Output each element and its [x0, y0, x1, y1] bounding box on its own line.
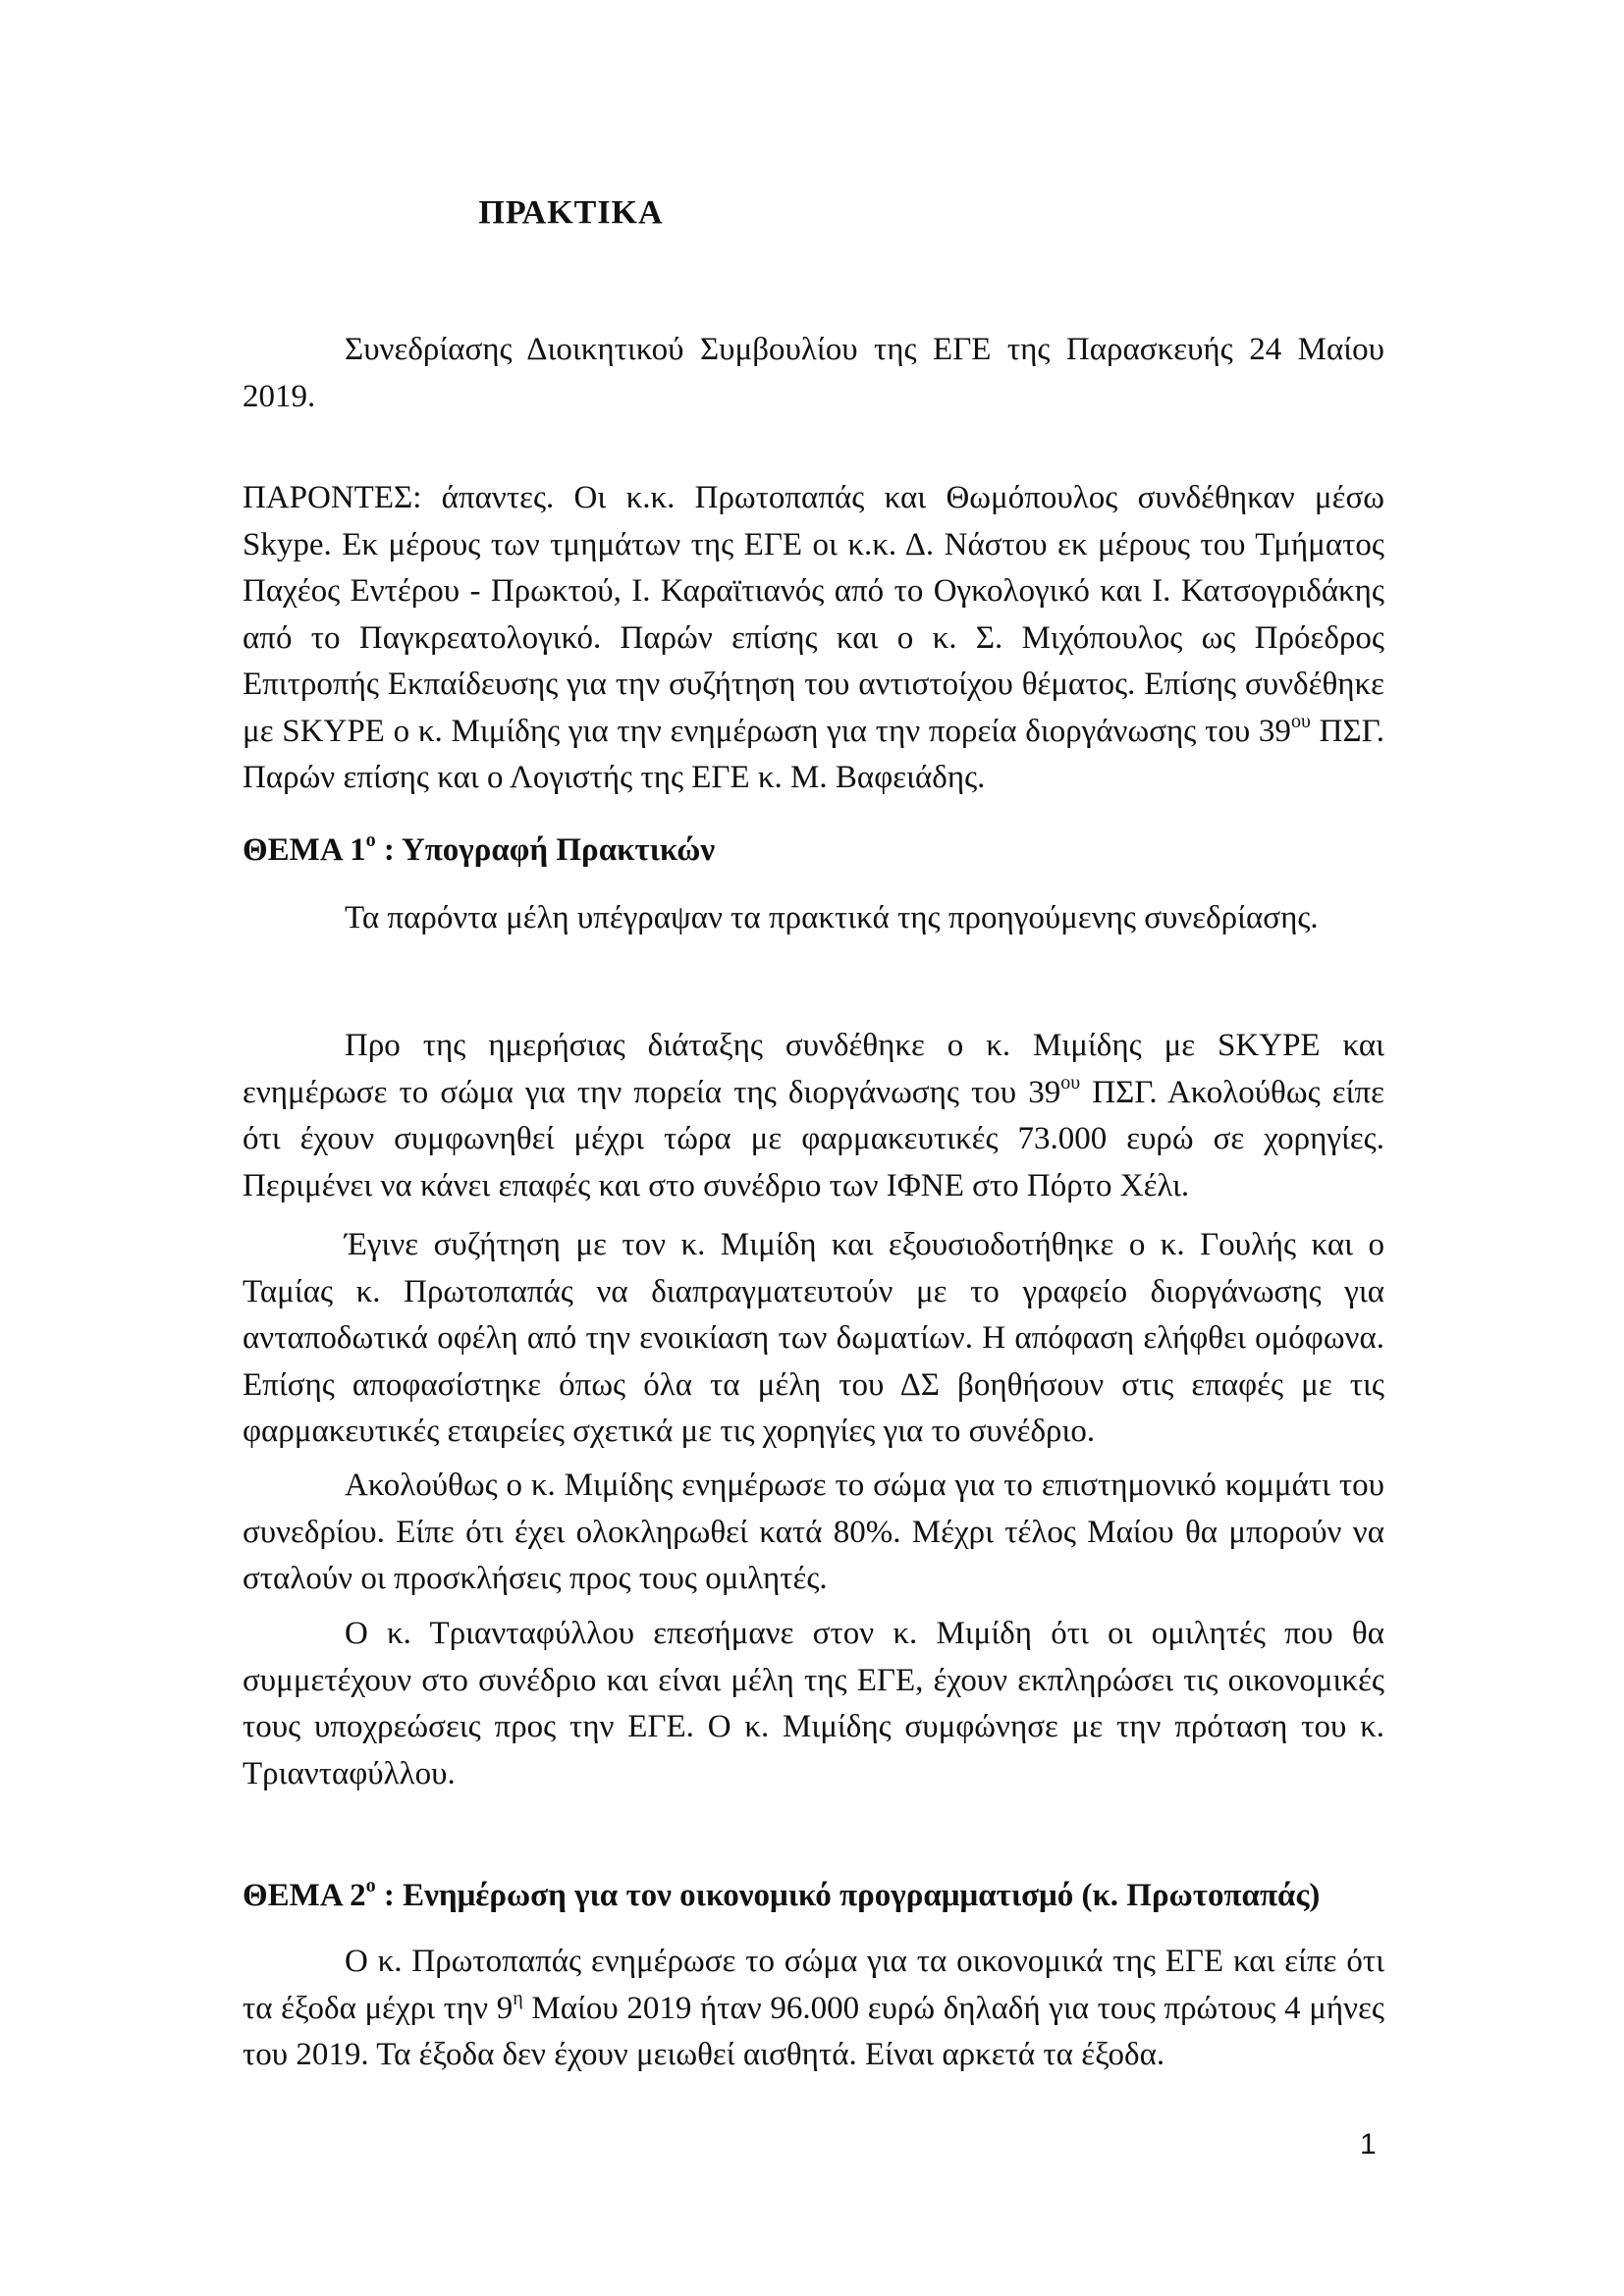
pre-agenda-paragraph-2: Έγινε συζήτηση με τον κ. Μιμίδη και εξουσιοδοτήθηκε ο κ. Γουλής και ο Ταμίας κ. Πρωτοπαπάς να διαπραγματευτούν με το γραφείο διοργάνωσης για ανταποδωτικά οφέλη από την ενοικίαση των δωματίων. Η απόφαση ελήφθει ομόφωνα. Επίσης αποφασίστηκε όπως όλα τα μέλη του ΔΣ βοηθήσουν στις επαφές με τις φαρμακευτικές εταιρείες σχετικά με τις χορηγίες για το συνέδριο.	[243, 1227, 1384, 1449]
pre-agenda-paragraph-4: Ο κ. Τριανταφύλλου επεσήμανε στον κ. Μιμίδη ότι οι ομιλητές που θα συμμετέχουν στο συνέδριο και είναι μέλη της ΕΓΕ, έχουν εκπληρώσει τις οικονομικές τους υποχρεώσεις προς την ΕΓΕ. Ο κ. Μιμίδης συμφώνησε με την πρόταση του κ. Τριανταφύλλου.	[243, 1616, 1384, 1791]
document-title: ΠΡΑΚΤΙΚΑ	[478, 194, 664, 231]
pre-agenda-paragraph-3: Ακολούθως ο κ. Μιμίδης ενημέρωσε το σώμα για το επιστημονικό κομμάτι του συνεδρίου. Είπε ότι έχει ολοκληρωθεί κατά 80%. Μέχρι τέλος Μαίου θα μπορούν να σταλούν οι προσκλήσεις προς τους ομιλητές.	[243, 1468, 1384, 1596]
attendees-paragraph	[243, 475, 1384, 802]
attendees-text: ΠΑΡΟΝΤΕΣ: άπαντες. Οι κ.κ. Πρωτοπαπάς και Θωμόπουλος συνδέθηκαν μέσω Skype. Εκ μέρους των τμημάτων της ΕΓΕ οι κ.κ. Δ. Νάστου εκ μέρους του Τμήματος Παχέος Εντέρου - Πρωκτού, Ι. Καραϊτιανός από το Ογκολογικό και Ι. Κατσογριδάκης από το Παγκρεατολογικό. Παρών επίσης και ο κ. Σ. Μιχόπουλος ως Πρόεδρος Επιτροπής Εκπαίδευσης για την συζήτηση του αντιστοίχου θέματος. Επίσης συνδέθηκε με SKYPE ο κ. Μιμίδης για την ενημέρωση για την πορεία διοργάνωσης του $39^{o\upsilon}$ ΠΣΓ. Παρών επίσης και ο Λογιστής της ΕΓΕ κ. Μ. Βαφειάδης.	[243, 480, 1385, 795]
topic-2-heading: ΘΕΜΑ $2^o$ : Ενημέρωση για τον οικονομικό προγραμματισμό (κ. Πρωτοπαπάς)	[243, 1875, 1321, 1913]
topic-1-heading: ΘΕΜΑ $1^o$ : Υπογραφή Πρακτικών	[243, 829, 716, 868]
pre-agenda-paragraph-1: Προ της ημερήσιας διάταξης συνδέθηκε ο κ. Μιμίδης με SKYPE και ενημέρωσε το σώμα για την πορεία της διοργάνωσης του $39^{o\upsilon}$ ΠΣΓ. Ακολούθως είπε ότι έχουν συμφωνηθεί μέχρι τώρα με φαρμακευτικές 73.000 ευρώ σε χορηγίες. Περιμένει να κάνει επαφές και στο συνέδριο των ΙΦΝΕ στο Πόρτο Χέλι.	[243, 1028, 1384, 1203]
page-number: 1	[1360, 2128, 1377, 2161]
intro-paragraph	[243, 327, 1384, 420]
topic-1-paragraph: Τα παρόντα μέλη υπέγραψαν τα πρακτικά της προηγούμενης συνεδρίασης.	[345, 900, 1319, 935]
topic-2-paragraph: Ο κ. Πρωτοπαπάς ενημέρωσε το σώμα για τα οικονομικά της ΕΓΕ και είπε ότι τα έξοδα μέχρι την $9^\eta$ Μαίου 2019 ήταν 96.000 ευρώ δηλαδή για τους πρώτους 4 μήνες του 2019. Τα έξοδα δεν έχουν μειωθεί αισθητά. Είναι αρκετά τα έξοδα.	[243, 1944, 1384, 2072]
intro-text: Συνεδρίασης Διοικητικού Συμβουλίου της ΕΓΕ της Παρασκευής 24 Μαίου 2019.	[243, 332, 1384, 414]
